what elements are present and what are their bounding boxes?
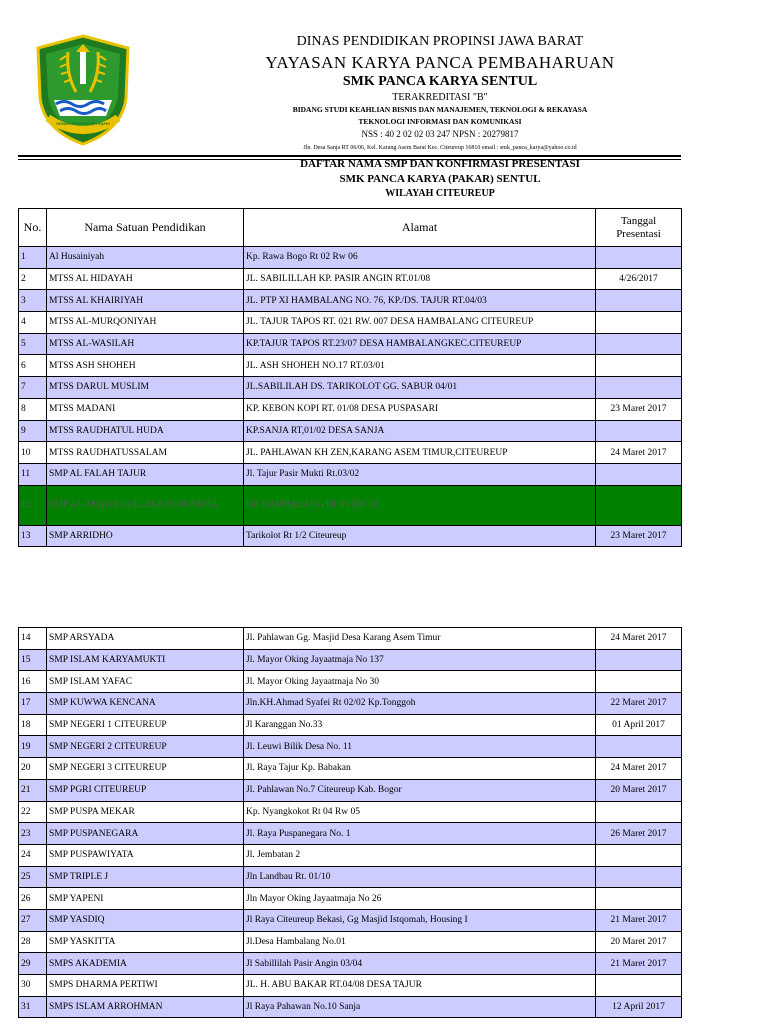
cell-alamat: KP.TAJUR TAPOS RT.23/07 DESA HAMBALANGKEC.CITEUREUP (244, 333, 596, 355)
header-no: No. (19, 209, 47, 247)
cell-nama: SMPS DHARMA PERTIWI (47, 975, 244, 997)
cell-tanggal: 20 Maret 2017 (596, 779, 682, 801)
cell-no: 26 (19, 888, 47, 910)
table-row (19, 888, 682, 910)
cell-nama: MTSS AL-MURQONIYAH (47, 312, 244, 334)
cell-alamat: Jl Sabillilah Pasir Angin 03/04 (244, 953, 596, 975)
header-technology: TEKNOLOGI INFORMASI DAN KOMUNIKASI (358, 117, 522, 126)
cell-nama: MTSS DARUL MUSLIM (47, 377, 244, 399)
cell-tanggal (596, 312, 682, 334)
cell-tanggal: 24 Maret 2017 (596, 628, 682, 650)
cell-no: 13 (19, 525, 47, 547)
cell-alamat: KP. KEBON KOPI RT. 01/08 DESA PUSPASARI (244, 398, 596, 420)
cell-nama: SMP PUSPANEGARA (47, 823, 244, 845)
table-row (19, 953, 682, 975)
cell-no: 10 (19, 442, 47, 464)
cell-nama: SMP ISLAM KARYAMUKTI (47, 649, 244, 671)
cell-alamat: Jl. Raya Puspanegara No. 1 (244, 823, 596, 845)
cell-no: 25 (19, 866, 47, 888)
cell-tanggal (596, 801, 682, 823)
cell-alamat: JL. PTP XI HAMBALANG NO. 76, KP./DS. TAJUR RT.04/03 (244, 290, 596, 312)
cell-no: 20 (19, 758, 47, 780)
header-tanggal: Tanggal Presentasi (596, 209, 682, 247)
cell-alamat: Jl.Desa Hambalang No.01 (244, 931, 596, 953)
school-table-part1 (18, 208, 682, 547)
cell-no: 17 (19, 693, 47, 715)
cell-tanggal: 23 Maret 2017 (596, 525, 682, 547)
cell-nama: SMP AL FALAH TAJUR (47, 463, 244, 485)
cell-nama: Al Husainiyah (47, 247, 244, 269)
cell-nama: SMP YAPENI (47, 888, 244, 910)
cell-alamat: Jln.KH.Ahmad Syafei Rt 02/02 Kp.Tonggoh (244, 693, 596, 715)
table-row (19, 333, 682, 355)
cell-nama: MTSS ASH SHOHEH (47, 355, 244, 377)
cell-no: 19 (19, 736, 47, 758)
cell-tanggal (596, 420, 682, 442)
cell-nama: SMP PUSPAWIYATA (47, 844, 244, 866)
cell-alamat: Jl. Raya Tajur Kp. Babakan (244, 758, 596, 780)
cell-tanggal: 26 Maret 2017 (596, 823, 682, 845)
cell-no: 15 (19, 649, 47, 671)
table-row (19, 525, 682, 547)
cell-nama: SMPS ISLAM ARROHMAN (47, 996, 244, 1018)
table-row (19, 758, 682, 780)
cell-tanggal: 20 Maret 2017 (596, 931, 682, 953)
cell-nama: MTSS AL KHAIRIYAH (47, 290, 244, 312)
cell-alamat: Kp. Rawa Bogo Rt 02 Rw 06 (244, 247, 596, 269)
cell-no: 9 (19, 420, 47, 442)
table-row (19, 714, 682, 736)
cell-nama: MTSS AL-WASILAH (47, 333, 244, 355)
cell-nama: SMP ARSYADA (47, 628, 244, 650)
cell-tanggal (596, 333, 682, 355)
table-row (19, 736, 682, 758)
school-table-part2 (18, 627, 682, 1018)
cell-tanggal: 24 Maret 2017 (596, 758, 682, 780)
cell-nama: SMP PGRI CITEUREUP (47, 779, 244, 801)
cell-alamat: Jl. Pahlawan No.7 Citeureup Kab. Bogor (244, 779, 596, 801)
document-subtitle: SMK PANCA KARYA (PAKAR) SENTUL (339, 173, 541, 185)
cell-alamat: Jl. Pahlawan Gg. Masjid Desa Karang Asem Timur (244, 628, 596, 650)
cell-tanggal (596, 888, 682, 910)
cell-tanggal: 23 Maret 2017 (596, 398, 682, 420)
cell-no: 21 (19, 779, 47, 801)
cell-nama: SMP AL-TAQWA COLLEGE INDONESIA (47, 485, 244, 525)
table-row (19, 779, 682, 801)
cell-tanggal (596, 844, 682, 866)
table-row (19, 844, 682, 866)
cell-alamat: JL. SABILILLAH KP. PASIR ANGIN RT.01/08 (244, 268, 596, 290)
cell-tanggal (596, 290, 682, 312)
cell-tanggal: 21 Maret 2017 (596, 909, 682, 931)
table-row (19, 442, 682, 464)
cell-tanggal: 12 April 2017 (596, 996, 682, 1018)
cell-tanggal (596, 463, 682, 485)
cell-alamat: Jl Raya Citeureup Bekasi, Gg Masjid Istqomah, Housing I (244, 909, 596, 931)
table-row (19, 801, 682, 823)
table-row (19, 866, 682, 888)
table-row (19, 671, 682, 693)
cell-tanggal (596, 736, 682, 758)
cell-alamat: JL. PAHLAWAN KH ZEN,KARANG ASEM TIMUR,CITEUREUP (244, 442, 596, 464)
cell-no: 1 (19, 247, 47, 269)
cell-nama: MTSS RAUDHATUL HUDA (47, 420, 244, 442)
table-row (19, 290, 682, 312)
cell-no: 29 (19, 953, 47, 975)
cell-no: 16 (19, 671, 47, 693)
logo-motto: GEMAH RIPAH REPEH RAPIH (56, 122, 110, 126)
table-row (19, 975, 682, 997)
cell-alamat: Jl Raya Pahawan No.10 Sanja (244, 996, 596, 1018)
cell-alamat: Kp. Nyangkokot Rt 04 Rw 05 (244, 801, 596, 823)
cell-alamat: Jln Mayor Oking Jayaatmaja No 26 (244, 888, 596, 910)
cell-no: 7 (19, 377, 47, 399)
cell-no: 24 (19, 844, 47, 866)
cell-tanggal: 4/26/2017 (596, 268, 682, 290)
cell-nama: SMP ARRIDHO (47, 525, 244, 547)
cell-tanggal (596, 377, 682, 399)
cell-no: 30 (19, 975, 47, 997)
cell-nama: SMP TRIPLE J (47, 866, 244, 888)
table-row (19, 377, 682, 399)
cell-alamat: Jl. Mayor Oking Jayaatmaja No 30 (244, 671, 596, 693)
west-java-emblem-icon (36, 34, 130, 146)
cell-alamat: Tarikolot Rt 1/2 Citeureup (244, 525, 596, 547)
table-row (19, 485, 682, 525)
cell-alamat: JL. TAJUR TAPOS RT. 021 RW. 007 DESA HAMBALANG CITEUREUP (244, 312, 596, 334)
table-row (19, 909, 682, 931)
cell-no: 18 (19, 714, 47, 736)
cell-tanggal (596, 355, 682, 377)
cell-nama: SMP NEGERI 2 CITEUREUP (47, 736, 244, 758)
header-nama: Nama Satuan Pendidikan (47, 209, 244, 247)
cell-alamat: Jln Landbau Rt. 01/10 (244, 866, 596, 888)
cell-tanggal: 24 Maret 2017 (596, 442, 682, 464)
cell-nama: MTSS RAUDHATUSSALAM (47, 442, 244, 464)
cell-alamat: Jl Karanggan No.33 (244, 714, 596, 736)
header-field-of-study: BIDANG STUDI KEAHLIAN BISNIS DAN MANAJEMEN, TEKNOLOGI & REKAYASA (292, 105, 588, 114)
cell-alamat: KP. HAMBALANG RT 05 RW 02 (244, 485, 596, 525)
cell-no: 8 (19, 398, 47, 420)
cell-tanggal: 01 April 2017 (596, 714, 682, 736)
cell-nama: SMP NEGERI 1 CITEUREUP (47, 714, 244, 736)
cell-no: 2 (19, 268, 47, 290)
cell-no: 22 (19, 801, 47, 823)
header-divider (18, 155, 681, 157)
cell-nama: SMP NEGERI 3 CITEUREUP (47, 758, 244, 780)
cell-no: 6 (19, 355, 47, 377)
cell-no: 4 (19, 312, 47, 334)
cell-alamat: Jl. Tajur Pasir Mukti Rt.03/02 (244, 463, 596, 485)
cell-tanggal (596, 247, 682, 269)
cell-alamat: JL. ASH SHOHEH NO.17 RT.03/01 (244, 355, 596, 377)
cell-alamat: Jl. Jembatan 2 (244, 844, 596, 866)
cell-no: 27 (19, 909, 47, 931)
cell-tanggal (596, 866, 682, 888)
cell-nama: MTSS MADANI (47, 398, 244, 420)
cell-nama: SMP PUSPA MEKAR (47, 801, 244, 823)
cell-no: 23 (19, 823, 47, 845)
header-alamat: Alamat (244, 209, 596, 247)
header-dinas: DINAS PENDIDIKAN PROPINSI JAWA BARAT (296, 34, 584, 49)
cell-nama: MTSS AL HIDAYAH (47, 268, 244, 290)
table-row (19, 398, 682, 420)
table-row (19, 931, 682, 953)
document-title: DAFTAR NAMA SMP DAN KONFIRMASI PRESENTASI (300, 158, 580, 170)
cell-nama: SMP YASKITTA (47, 931, 244, 953)
table-row (19, 823, 682, 845)
cell-no: 12 (19, 485, 47, 525)
table-row (19, 628, 682, 650)
cell-alamat: JL. H. ABU BAKAR RT.04/08 DESA TAJUR (244, 975, 596, 997)
cell-nama: SMP KUWWA KENCANA (47, 693, 244, 715)
cell-nama: SMP ISLAM YAFAC (47, 671, 244, 693)
cell-tanggal: 22 Maret 2017 (596, 693, 682, 715)
table-row (19, 420, 682, 442)
cell-alamat: Jl. Leuwi Bilik Desa No. 11 (244, 736, 596, 758)
header-accreditation: TERAKREDITASI "B" (392, 92, 488, 103)
header-nss-npsn: NSS : 40 2 02 02 03 247 NPSN : 20279817 (361, 129, 519, 139)
cell-nama: SMPS AKADEMIA (47, 953, 244, 975)
cell-alamat: KP.SANJA RT,01/02 DESA SANJA (244, 420, 596, 442)
table-row (19, 463, 682, 485)
cell-no: 3 (19, 290, 47, 312)
cell-no: 5 (19, 333, 47, 355)
table-row (19, 355, 682, 377)
cell-tanggal (596, 649, 682, 671)
table-row (19, 247, 682, 269)
cell-no: 31 (19, 996, 47, 1018)
table-row (19, 996, 682, 1018)
cell-no: 14 (19, 628, 47, 650)
cell-no: 28 (19, 931, 47, 953)
table-row (19, 312, 682, 334)
cell-alamat: Jl. Mayor Oking Jayaatmaja No 137 (244, 649, 596, 671)
header-yayasan: YAYASAN KARYA PANCA PEMBAHARUAN (265, 53, 615, 72)
table-row (19, 693, 682, 715)
cell-tanggal (596, 485, 682, 525)
letterhead (0, 0, 768, 199)
table-row (19, 649, 682, 671)
header-address: Jln. Desa Sanja RT 06/06, Kel. Karang Asem Barat Kec. Citeureup 16810 email : smk_panca_karya@yahoo.co.id (303, 145, 577, 151)
document-region: WILAYAH CITEUREUP (385, 188, 495, 199)
cell-alamat: JL.SABILILAH DS. TARIKOLOT GG. SABUR 04/01 (244, 377, 596, 399)
header-school-name: SMK PANCA KARYA SENTUL (342, 74, 538, 89)
cell-tanggal: 21 Maret 2017 (596, 953, 682, 975)
cell-tanggal (596, 975, 682, 997)
cell-nama: SMP YASDIQ (47, 909, 244, 931)
cell-tanggal (596, 671, 682, 693)
cell-no: 11 (19, 463, 47, 485)
table-row (19, 268, 682, 290)
